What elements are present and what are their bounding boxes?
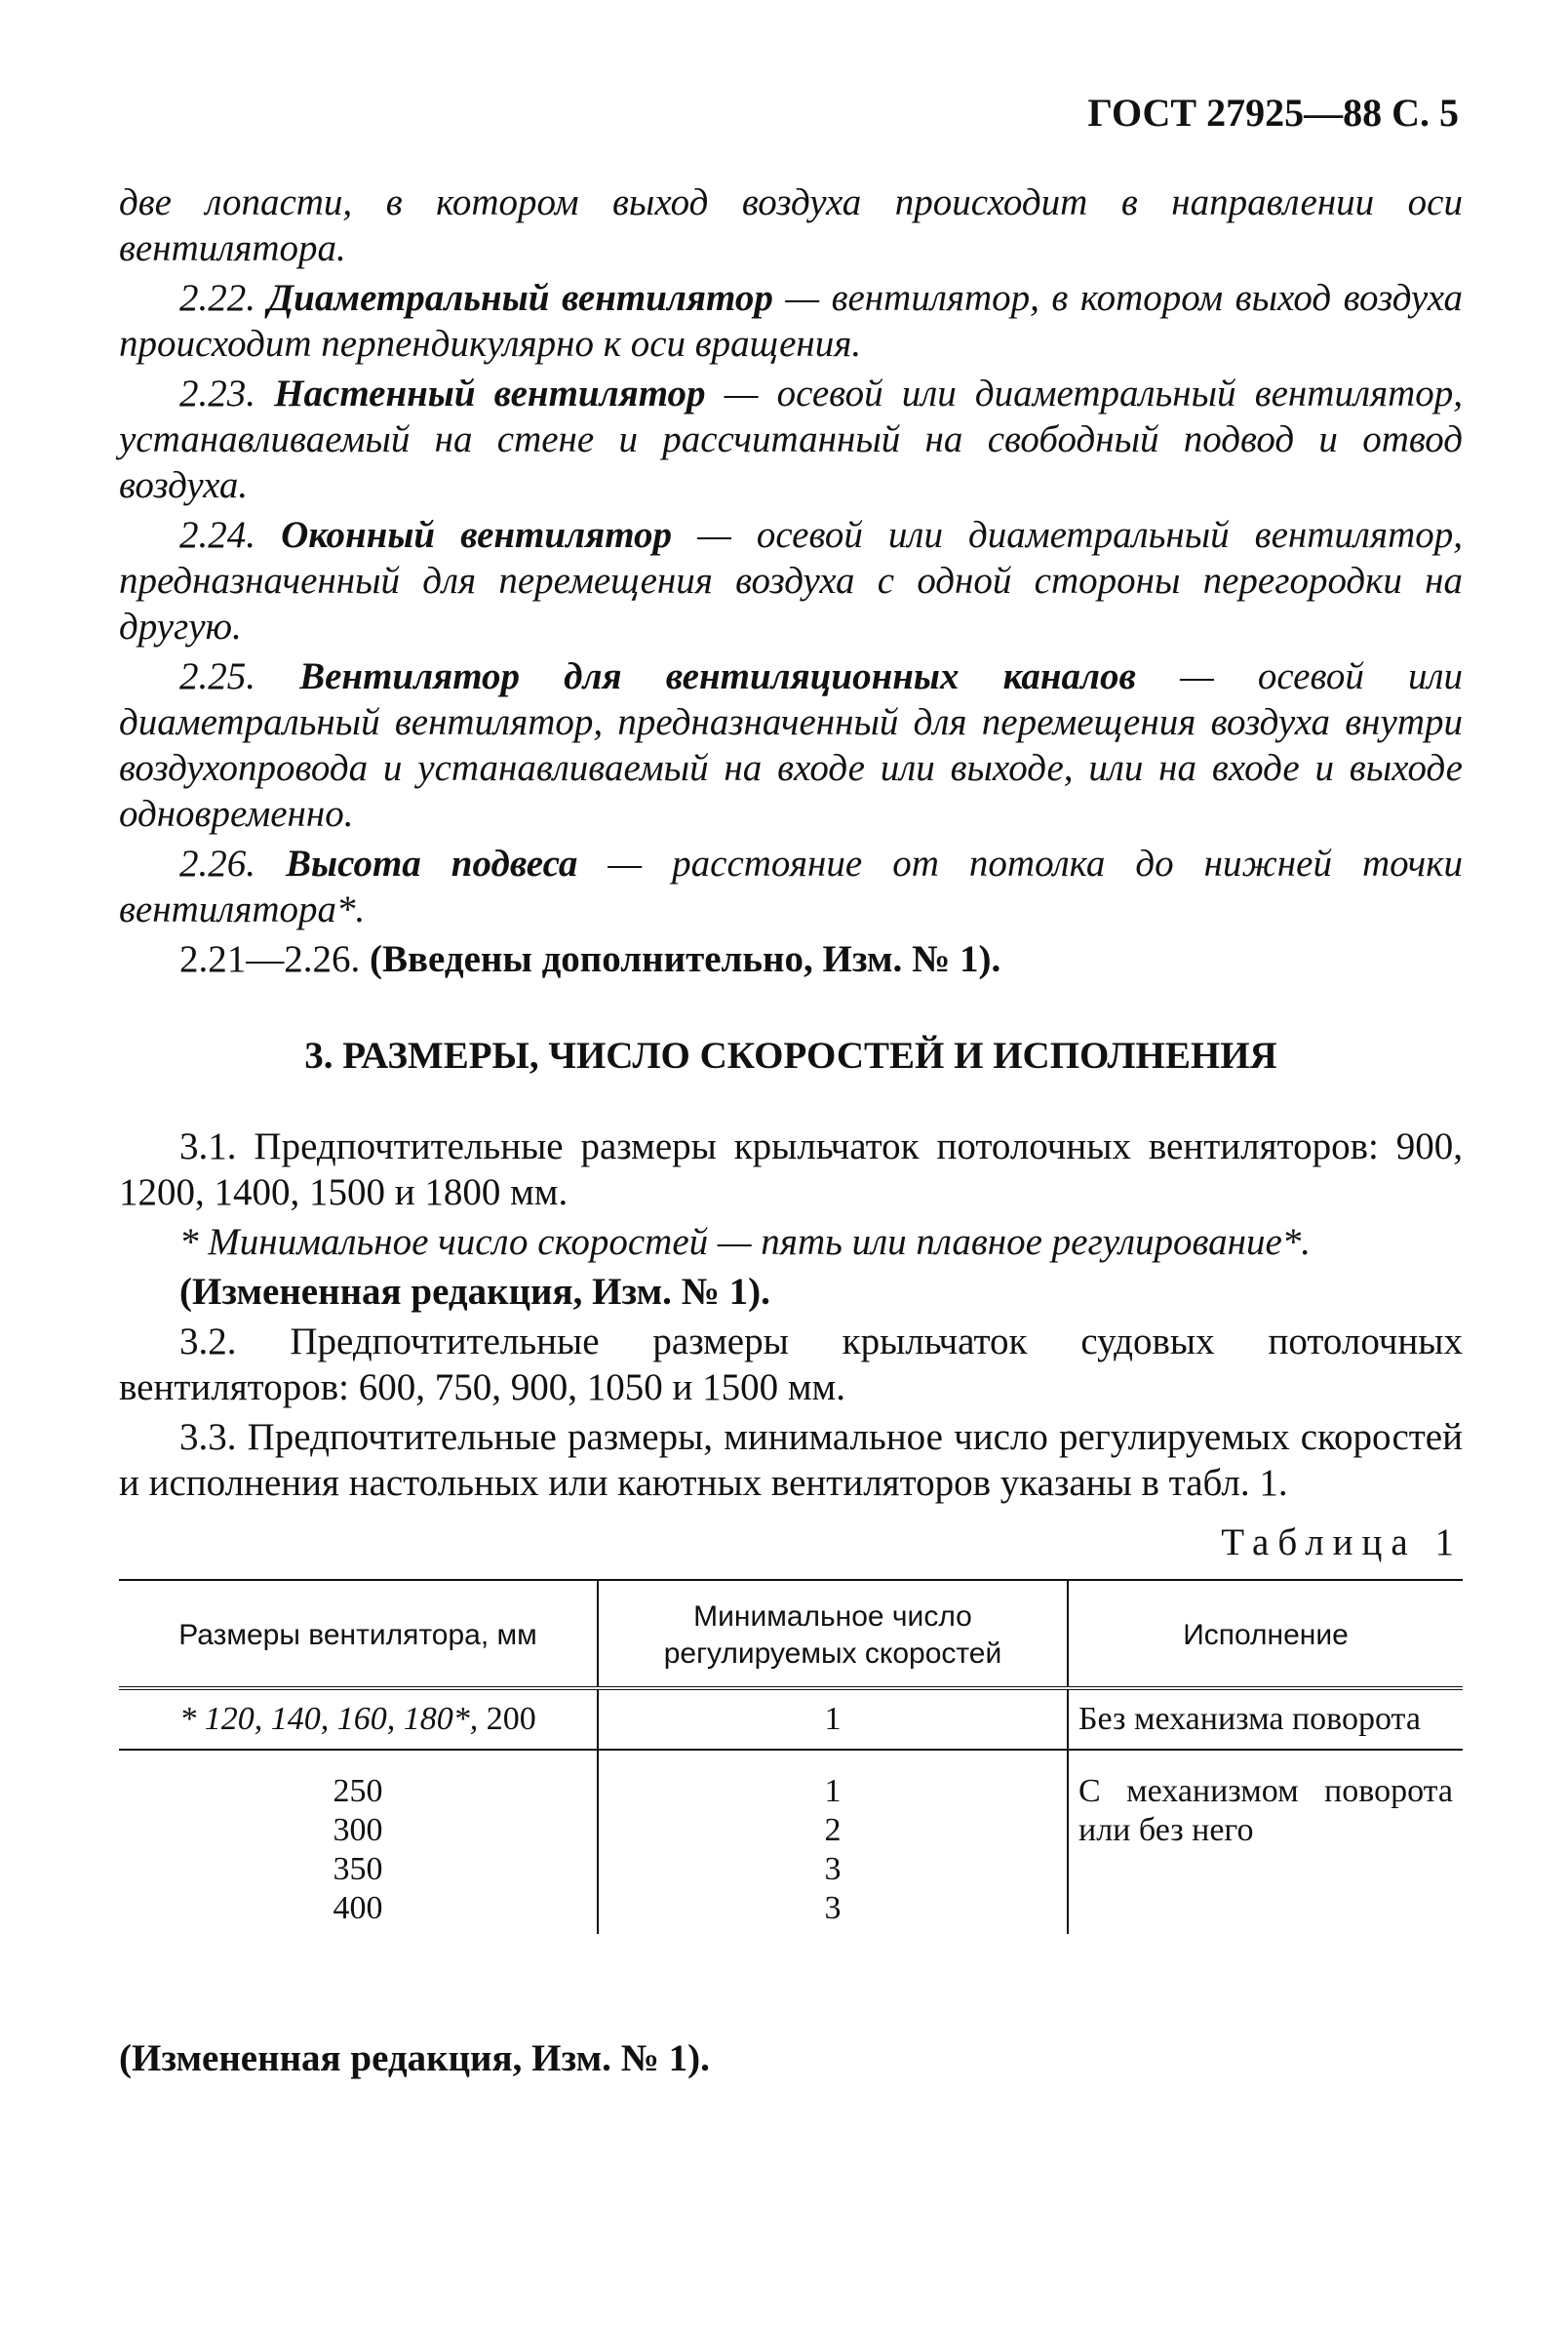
clause-range: 2.21—2.26. [179, 938, 370, 980]
size-value: 250 [333, 1773, 383, 1809]
speed-value: 2 [824, 1812, 842, 1848]
cell-speeds [598, 1750, 1068, 1934]
document-body [119, 179, 1463, 2081]
cell-execution: Без механизма поворота [1068, 1688, 1463, 1750]
footnote-3-1: * Минимальное число скоростей — пять или плавное регулирование*. [179, 1221, 1312, 1263]
paragraph-2-21-2-26-note [119, 936, 1463, 982]
size-value: 400 [333, 1890, 383, 1926]
table-caption: Таблица 1 [1221, 1521, 1463, 1563]
column-header-speeds: Минимальное число регулируемых скоростей [598, 1580, 1068, 1688]
size-values-italic: * 120, 140, 160, 180*, [179, 1701, 479, 1737]
cell-execution [1068, 1750, 1463, 1934]
speed-value: 1 [824, 1773, 842, 1809]
size-value-plain: 200 [478, 1701, 536, 1737]
execution-text: С механизмом поворота или без него [1078, 1773, 1453, 1848]
clause-number: 2.26. [179, 843, 255, 885]
term: Настенный вентилятор [274, 373, 706, 414]
definition-text: — осевой или диаметральный вентилятор, устанавливаемый на стене и рассчитанный на свободный подвод и отвод воздуха. [119, 373, 1463, 506]
term: Диаметральный вентилятор [267, 277, 773, 319]
size-value: 300 [333, 1812, 383, 1848]
speed-value: 3 [824, 1890, 842, 1926]
table-row [119, 1750, 1463, 1934]
paragraph-2-23 [119, 371, 1463, 508]
definition-text: — осевой или диаметральный вентилятор, предназначенный для перемещения воздуха с одной стороны перегородки на другую. [119, 514, 1463, 648]
change-note: (Введены дополнительно, Изм. № 1). [370, 938, 1001, 980]
term: Оконный вентилятор [281, 514, 673, 556]
clause-number: 2.24. [179, 514, 255, 556]
paragraph-continuation: две лопасти, в котором выход воздуха происходит в направлении оси вентилятора. [119, 181, 1463, 269]
size-value: 350 [333, 1851, 383, 1887]
table-1 [119, 1579, 1463, 1934]
cell-size [119, 1688, 598, 1750]
paragraph-2-22 [119, 275, 1463, 367]
paragraph-2-25 [119, 653, 1463, 837]
definition-text: — осевой или диаметральный вентилятор, предназначенный для перемещения воздуха внутри воздухопровода и устанавливаемый на входе или выходе, или на входе и выходе одновременно. [119, 655, 1463, 835]
change-note-table-1: (Измененная редакция, Изм. № 1). [119, 2037, 710, 2079]
page-header: ГОСТ 27925—88 С. 5 [1087, 91, 1459, 135]
table-header-row [119, 1580, 1463, 1688]
paragraph-3-1: 3.1. Предпочтительные размеры крыльчаток потолочных вентиляторов: 900, 1200, 1400, 1500 и 1800 мм. [119, 1125, 1463, 1213]
table-row [119, 1688, 1463, 1750]
paragraph-2-26 [119, 841, 1463, 932]
definition-text: — расстояние от потолка до нижней точки вентилятора*. [119, 843, 1463, 930]
term: Вентилятор для вентиляционных каналов [299, 655, 1136, 697]
clause-number: 2.25. [179, 655, 255, 697]
section-title: 3. РАЗМЕРЫ, ЧИСЛО СКОРОСТЕЙ И ИСПОЛНЕНИЯ [304, 1035, 1277, 1077]
term: Высота подвеса [286, 843, 578, 885]
clause-number: 2.23. [179, 373, 255, 414]
change-note-3-1: (Измененная редакция, Изм. № 1). [179, 1271, 770, 1313]
cell-speeds: 1 [598, 1688, 1068, 1750]
speed-value: 3 [824, 1851, 842, 1887]
paragraph-2-24 [119, 512, 1463, 650]
paragraph-3-3: 3.3. Предпочтительные размеры, минимальное число регулируемых скоростей и исполнения настольных или каютных вентиляторов указаны в табл. 1. [119, 1416, 1463, 1504]
clause-number: 2.22. [179, 277, 255, 319]
cell-sizes [119, 1750, 598, 1934]
paragraph-3-2: 3.2. Предпочтительные размеры крыльчаток судовых потолочных вентиляторов: 600, 750, 900, 1050 и 1500 мм. [119, 1321, 1463, 1408]
column-header-execution: Исполнение [1068, 1580, 1463, 1688]
definition-text: — вентилятор, в котором выход воздуха происходит перпендикулярно к оси вращения. [119, 277, 1464, 365]
column-header-size: Размеры вентилятора, мм [119, 1580, 598, 1688]
